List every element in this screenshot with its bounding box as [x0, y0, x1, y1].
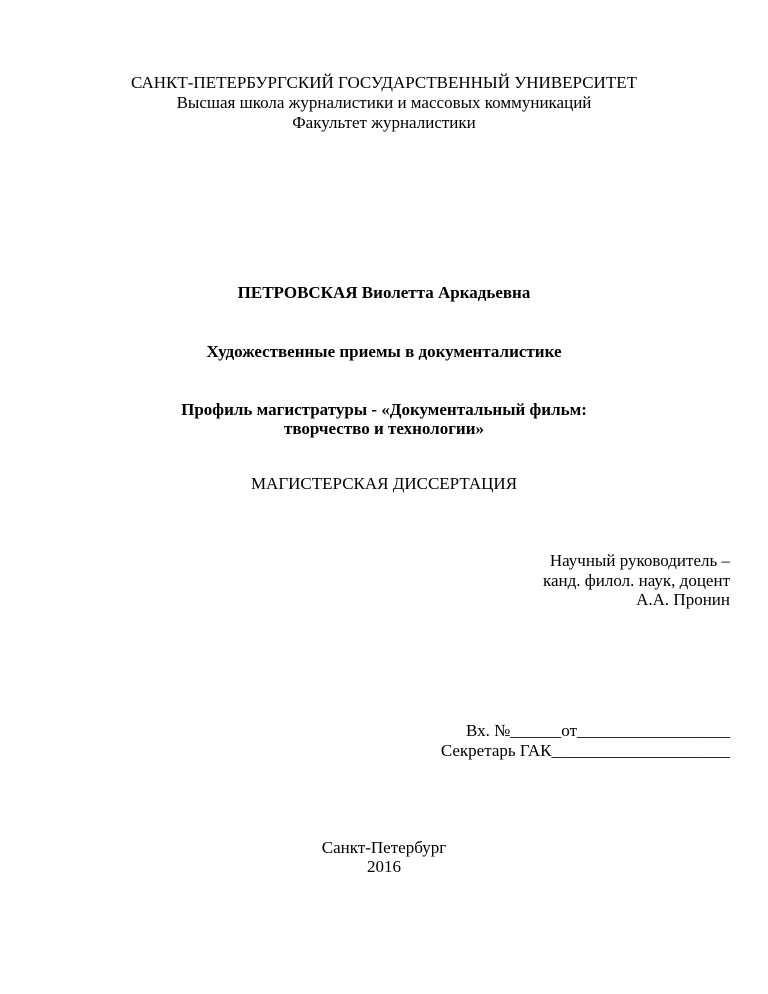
secretary-line: Секретарь ГАК_____________________ — [440, 741, 730, 760]
supervisor-role: Научный руководитель – — [549, 551, 730, 570]
year: 2016 — [367, 857, 401, 876]
author-name: ПЕТРОВСКАЯ Виолетта Аркадьевна — [237, 283, 531, 302]
supervisor-degree: канд. филол. наук, доцент — [542, 571, 730, 590]
city: Санкт-Петербург — [321, 838, 447, 857]
incoming-number-line: Вх. №______от__________________ — [465, 721, 730, 740]
profile-line-2: творчество и технологии» — [283, 419, 484, 438]
profile-line-1: Профиль магистратуры - «Документальный фильм: — [181, 400, 587, 419]
university-name: САНКТ-ПЕТЕРБУРГСКИЙ ГОСУДАРСТВЕННЫЙ УНИВЕРСИТЕТ — [130, 73, 637, 92]
work-type: МАГИСТЕРСКАЯ ДИССЕРТАЦИЯ — [250, 474, 518, 493]
thesis-title: Художественные приемы в документалистике — [206, 342, 562, 361]
school-name: Высшая школа журналистики и массовых коммуникаций — [176, 93, 592, 112]
faculty-name: Факультет журналистики — [292, 113, 476, 132]
supervisor-name: А.А. Пронин — [636, 590, 730, 609]
